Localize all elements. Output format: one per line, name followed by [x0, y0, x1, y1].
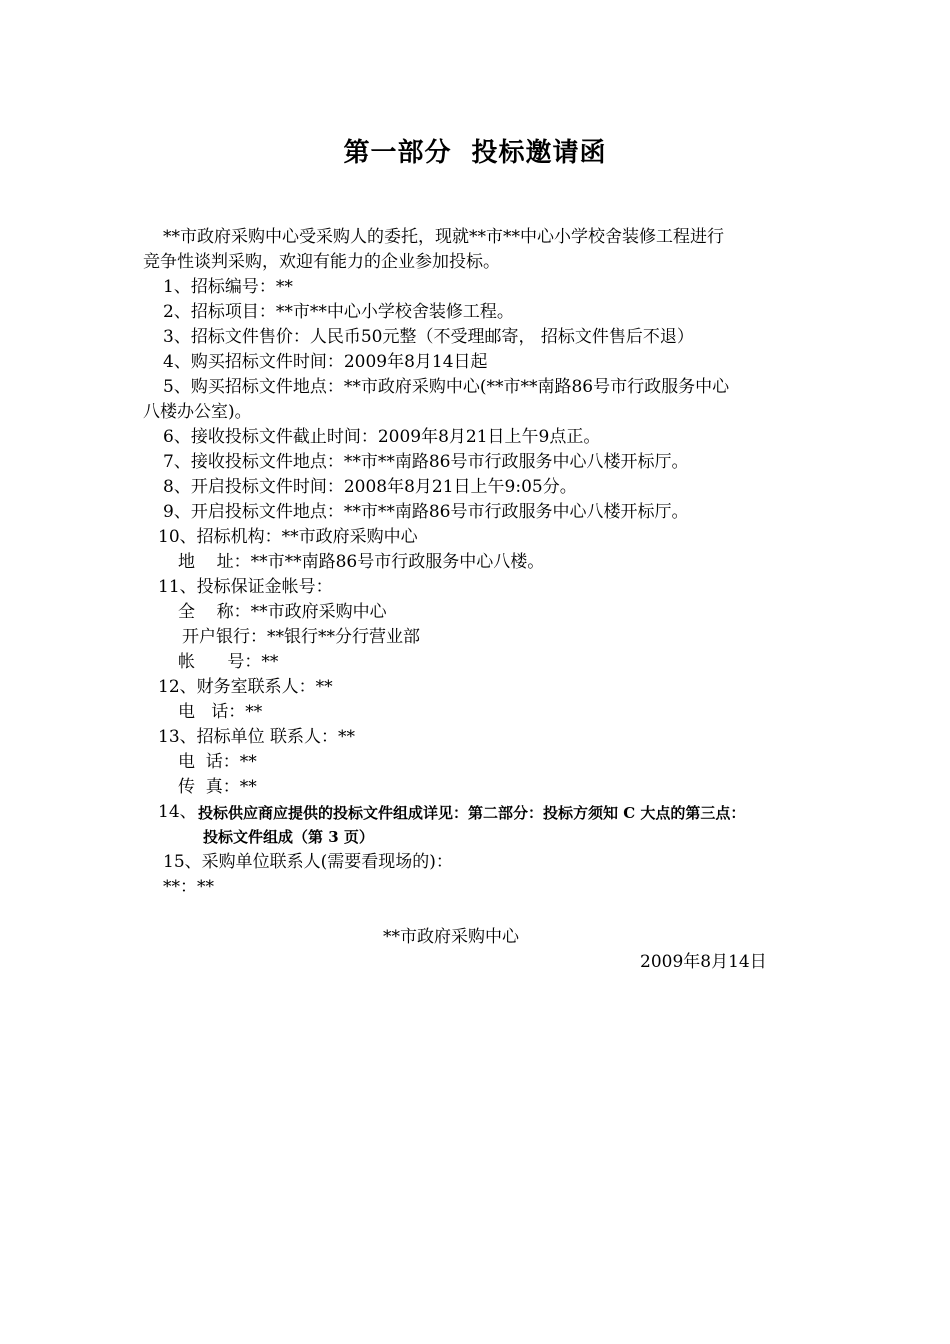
item-1: 1、招标编号：**	[163, 277, 293, 297]
item-11-account-number: 帐 号：**	[178, 652, 279, 672]
item-11-bank: 开户银行：**银行**分行营业部	[182, 627, 420, 647]
item-4: 4、购买招标文件时间：2009年8月14日起	[163, 352, 488, 372]
item-6: 6、接收投标文件截止时间：2009年8月21日上午9点正。	[163, 427, 601, 447]
item-13: 13、招标单位 联系人：**	[158, 727, 356, 747]
item-9: 9、开启投标文件地点：**市**南路86号市行政服务中心八楼开标厅。	[163, 502, 689, 522]
item-15-contact: **：**	[163, 877, 214, 897]
item-5-line-2: 八楼办公室)。	[143, 402, 252, 422]
item-7: 7、接收投标文件地点：**市**南路86号市行政服务中心八楼开标厅。	[163, 452, 689, 472]
intro-line-2: 竞争性谈判采购，欢迎有能力的企业参加投标。	[143, 252, 500, 272]
item-14-number: 14、	[158, 802, 197, 822]
item-8: 8、开启投标文件时间：2008年8月21日上午9:05分。	[163, 477, 577, 497]
item-13-phone: 电 话：**	[178, 752, 257, 772]
item-13-fax: 传 真：**	[178, 777, 257, 797]
signature-date: 2009年8月14日	[640, 952, 767, 972]
item-10-address: 地 址：**市**南路86号市行政服务中心八楼。	[178, 552, 545, 572]
item-14-line-1: 投标供应商应提供的投标文件组成详见：第二部分：投标方须知 C 大点的第三点：	[198, 804, 746, 822]
item-10: 10、招标机构：**市政府采购中心	[158, 527, 418, 547]
item-11: 11、投标保证金帐号：	[158, 577, 333, 597]
item-5-line-1: 5、购买招标文件地点：**市政府采购中心(**市**南路86号市行政服务中心	[163, 377, 730, 397]
intro-line-1: **市政府采购中心受采购人的委托，现就**市**中心小学校舍装修工程进行	[163, 227, 724, 247]
item-12: 12、财务室联系人：**	[158, 677, 333, 697]
item-2: 2、招标项目：**市**中心小学校舍装修工程。	[163, 302, 514, 322]
item-12-phone: 电 话：**	[178, 702, 263, 722]
page-title: 第一部分 投标邀请函	[343, 138, 607, 168]
signature-organization: **市政府采购中心	[383, 927, 519, 947]
item-14-line-2: 投标文件组成（第 3 页）	[203, 828, 374, 846]
item-11-account-name: 全 称：**市政府采购中心	[178, 602, 387, 622]
item-15: 15、采购单位联系人(需要看现场的)：	[163, 852, 453, 872]
item-3: 3、招标文件售价：人民币50元整（不受理邮寄， 招标文件售后不退）	[163, 327, 694, 347]
